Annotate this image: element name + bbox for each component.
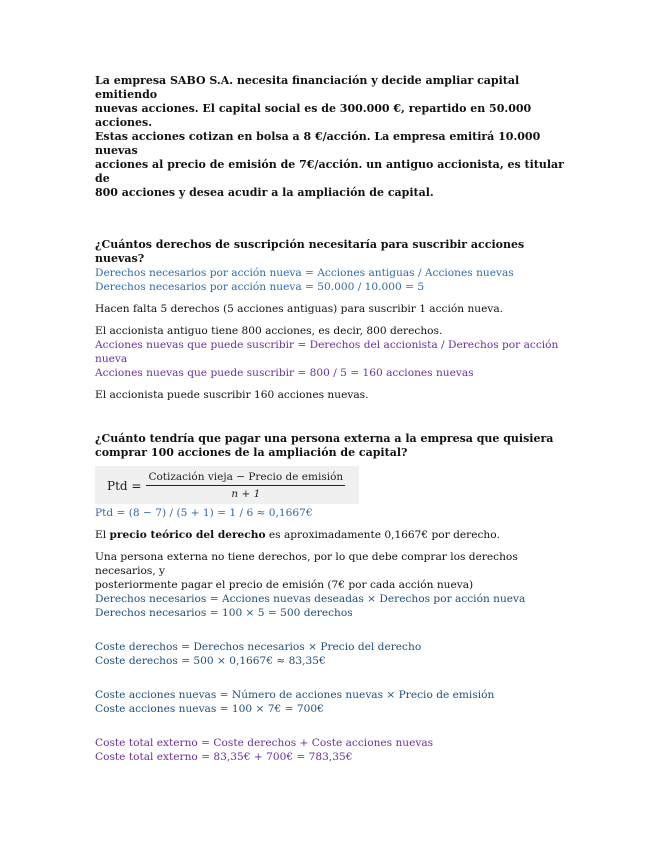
external-text-line: Una persona externa no tiene derechos, por lo que debe comprar los derechos necesarios, y — [95, 551, 518, 577]
new-shares-formula-line: Acciones nuevas que puede suscribir = Derechos del accionista / Derechos por acción nueva — [95, 339, 559, 365]
intro-line: La empresa SABO S.A. necesita financiación y decide ampliar capital emitiendo — [95, 74, 520, 101]
intro-line: nuevas acciones. El capital social es de 300.000 €, repartido en 50.000 acciones. — [95, 102, 532, 129]
total-cost-line: Coste total externo = 83,35€ + 700€ = 783,35€ — [95, 751, 353, 763]
intro-line: acciones al precio de emisión de 7€/acción. un antiguo accionista, es titular de — [95, 158, 564, 185]
ptd-calculation: Ptd = (8 − 7) / (5 + 1) = 1 / 6 ≈ 0,1667€ — [95, 507, 313, 519]
q1-conclusion: El accionista puede suscribir 160 acciones nuevas. — [95, 389, 369, 401]
theoretical-price-text: El precio teórico del derecho es aproximadamente 0,1667€ por derecho. — [95, 529, 500, 541]
formula-denominator: n + 1 — [231, 488, 261, 500]
intro-line: 800 acciones y desea acudir a la ampliación de capital. — [95, 186, 434, 199]
external-text-line: posteriormente pagar el precio de emisión (7€ por cada acción nueva) — [95, 579, 474, 591]
rights-formula-line: Derechos necesarios por acción nueva = Acciones antiguas / Acciones nuevas — [95, 267, 514, 279]
formula-fraction — [146, 471, 345, 500]
total-cost-line: Coste total externo = Coste derechos + Coste acciones nuevas — [95, 737, 434, 749]
question-2: ¿Cuánto tendría que pagar una persona externa a la empresa que quisiera — [95, 432, 554, 445]
question-1: ¿Cuántos derechos de suscripción necesitaría para suscribir acciones nuevas? — [95, 238, 525, 265]
intro-line: Estas acciones cotizan en bolsa a 8 €/acción. La empresa emitirá 10.000 nuevas — [95, 130, 541, 157]
rights-needed-line: Derechos necesarios = 100 × 5 = 500 derechos — [95, 607, 353, 619]
rights-needed-line: Derechos necesarios = Acciones nuevas deseadas × Derechos por acción nueva — [95, 593, 526, 605]
ptd-formula-image — [95, 466, 359, 504]
formula-lhs: Ptd = — [107, 478, 142, 493]
rights-cost-line: Coste derechos = 500 × 0,1667€ ≈ 83,35€ — [95, 655, 326, 667]
theoretical-price-term: precio teórico del derecho — [109, 529, 266, 541]
intro-paragraph — [95, 74, 565, 200]
rights-result: Hacen falta 5 derechos (5 acciones antiguas) para suscribir 1 acción nueva. — [95, 303, 504, 315]
holder-text: El accionista antiguo tiene 800 acciones, es decir, 800 derechos. — [95, 325, 443, 337]
new-shares-formula-line: Acciones nuevas que puede suscribir = 800 / 5 = 160 acciones nuevas — [95, 367, 474, 379]
shares-cost-line: Coste acciones nuevas = 100 × 7€ = 700€ — [95, 703, 324, 715]
rights-formula-line: Derechos necesarios por acción nueva = 50.000 / 10.000 = 5 — [95, 281, 425, 293]
rights-cost-line: Coste derechos = Derechos necesarios × Precio del derecho — [95, 641, 422, 653]
question-2-cont: comprar 100 acciones de la ampliación de capital? — [95, 446, 408, 459]
shares-cost-line: Coste acciones nuevas = Número de acciones nuevas × Precio de emisión — [95, 689, 495, 701]
formula-numerator: Cotización vieja − Precio de emisión — [146, 471, 345, 486]
document-page — [95, 74, 565, 764]
